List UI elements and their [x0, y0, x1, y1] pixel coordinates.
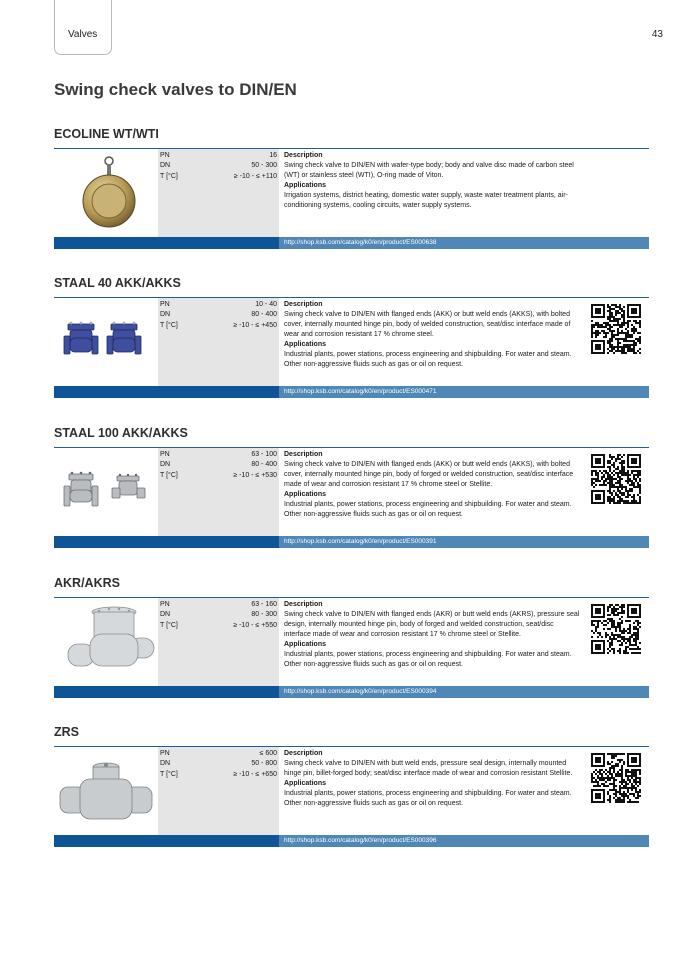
spec-key: PN: [160, 451, 170, 458]
product-description: [284, 300, 582, 370]
spec-key: PN: [160, 301, 170, 308]
spec-key: DN: [160, 760, 171, 768]
spec-table: [158, 598, 279, 686]
spec-row-temp: [158, 172, 279, 182]
description-text: Swing check valve to DIN/EN with flanged ends (AKK) or butt weld ends (AKKS), with bolted cover, internally mounted hinge pin, body of forged or welded construction, seat/disc interface made of wear and corrosion resistant 17 % chrome steel or Stellite.: [284, 461, 574, 488]
spec-row-pn: [158, 749, 279, 759]
spec-table: [158, 747, 279, 835]
spec-row-temp: [158, 770, 279, 780]
description-text: Swing check valve to DIN/EN with flanged ends (AKR) or butt weld ends (AKRS), pressure seal design, internally mounted hinge pin, body of forged and welded construction, seat/disc interface made of wear and corrosion resistant 17 % chrome steel or Stellite.: [284, 611, 580, 638]
section-tab-label: Valves: [68, 29, 98, 40]
spec-table: [158, 448, 279, 536]
spec-value: 63 - 160: [251, 601, 277, 608]
product-link-bar: [54, 835, 649, 847]
page-number: 43: [651, 29, 663, 40]
spec-value: ≤ 600: [259, 750, 277, 757]
product-description: [284, 600, 582, 670]
product-image-pressure-seal-valve: [54, 598, 158, 686]
spec-row-temp: [158, 621, 279, 631]
spec-key: T [°C]: [160, 172, 178, 180]
spec-row-dn: [158, 161, 279, 171]
spec-value: 80 - 400: [251, 311, 277, 319]
product-staal-100: [54, 426, 649, 545]
description-heading: Description: [284, 152, 323, 159]
product-link-bar: [54, 386, 649, 398]
link-bar-dark: [54, 686, 279, 698]
product-link-bar: [54, 686, 649, 698]
spec-value: ≥ -10 - ≤ +650: [233, 770, 277, 778]
spec-value: 16: [269, 152, 277, 159]
spec-key: PN: [160, 601, 170, 608]
spec-value: 63 - 100: [251, 451, 277, 458]
product-link-bar: [54, 237, 649, 249]
spec-key: T [°C]: [160, 471, 178, 479]
spec-row-temp: [158, 471, 279, 481]
applications-heading: Applications: [284, 341, 327, 348]
product-title: STAAL 40 AKK/AKKS: [54, 276, 181, 290]
applications-heading: Applications: [284, 641, 327, 648]
applications-text: Industrial plants, power stations, process engineering and shipbuilding. For water and steam. Other non-aggressive fluids such as gas or oil on request.: [284, 501, 572, 518]
product-image-flanged-valves-steel: [54, 448, 158, 536]
link-bar-dark: [54, 536, 279, 548]
spec-key: DN: [160, 461, 171, 469]
spec-row-pn: [158, 151, 279, 161]
qr-code-icon: [591, 753, 641, 803]
spec-key: DN: [160, 611, 171, 619]
product-ecoline: [54, 127, 649, 246]
spec-key: T [°C]: [160, 321, 178, 329]
spec-row-dn: [158, 610, 279, 620]
applications-heading: Applications: [284, 182, 327, 189]
product-title: AKR/AKRS: [54, 576, 120, 590]
product-description: [284, 749, 582, 809]
spec-key: PN: [160, 152, 170, 159]
description-heading: Description: [284, 301, 323, 308]
product-url-link[interactable]: http://shop.ksb.com/catalog/k0/en/product/ES000394: [284, 688, 437, 695]
spec-value: 80 - 400: [251, 461, 277, 469]
applications-text: Industrial plants, power stations, process engineering and shipbuilding. For water and steam. Other non-aggressive fluids such as gas or oil on request.: [284, 651, 572, 668]
spec-row-dn: [158, 759, 279, 769]
product-description: [284, 450, 582, 520]
product-link-bar: [54, 536, 649, 548]
product-title: STAAL 100 AKK/AKKS: [54, 426, 188, 440]
applications-text: Irrigation systems, district heating, domestic water supply, waste water treatment plants, air-conditioning systems, cooling circuits, water supply systems.: [284, 192, 568, 209]
spec-row-temp: [158, 321, 279, 331]
spec-value: ≥ -10 - ≤ +450: [233, 321, 277, 329]
product-image-wafer-valve: [54, 149, 158, 237]
product-zrs: [54, 725, 649, 844]
applications-heading: Applications: [284, 780, 327, 787]
product-image-flanged-valves-blue: [54, 298, 158, 386]
page-title: Swing check valves to DIN/EN: [54, 80, 297, 99]
spec-table: [158, 149, 279, 237]
qr-code-icon: [591, 454, 641, 504]
qr-code-icon: [591, 304, 641, 354]
applications-heading: Applications: [284, 491, 327, 498]
spec-value: ≥ -10 - ≤ +110: [233, 172, 277, 180]
link-bar-dark: [54, 237, 279, 249]
spec-key: T [°C]: [160, 621, 178, 629]
applications-text: Industrial plants, power stations, process engineering and shipbuilding. For water and steam. Other non-aggressive fluids such as gas or oil on request.: [284, 351, 572, 368]
spec-key: T [°C]: [160, 770, 178, 778]
description-heading: Description: [284, 601, 323, 608]
spec-value: 50 - 300: [251, 162, 277, 170]
spec-value: 50 - 800: [251, 760, 277, 768]
spec-row-pn: [158, 600, 279, 610]
link-bar-dark: [54, 835, 279, 847]
spec-key: DN: [160, 311, 171, 319]
spec-value: 10 - 40: [255, 301, 277, 308]
product-akr: [54, 576, 649, 695]
description-heading: Description: [284, 451, 323, 458]
applications-text: Industrial plants, power stations, process engineering and shipbuilding. For water and steam. Other non-aggressive fluids such as gas or oil on request.: [284, 790, 572, 807]
qr-code-icon: [591, 604, 641, 654]
product-url-link[interactable]: http://shop.ksb.com/catalog/k0/en/product/ES000396: [284, 837, 437, 844]
spec-row-dn: [158, 460, 279, 470]
spec-value: 80 - 300: [251, 611, 277, 619]
spec-row-dn: [158, 310, 279, 320]
product-title: ECOLINE WT/WTI: [54, 127, 159, 141]
description-text: Swing check valve to DIN/EN with flanged ends (AKK) or butt weld ends (AKKS), with bolted cover, internally mounted hinge pin, body of welded construction, seat/disc interface made of wear and corrosion resistant 17 % chrome steel.: [284, 311, 571, 338]
product-image-forged-valve: [54, 747, 158, 835]
product-description: [284, 151, 582, 211]
product-url-link[interactable]: http://shop.ksb.com/catalog/k0/en/product/ES000391: [284, 538, 437, 545]
description-heading: Description: [284, 750, 323, 757]
product-staal-40: [54, 276, 649, 395]
spec-value: ≥ -10 - ≤ +550: [233, 621, 277, 629]
spec-row-pn: [158, 300, 279, 310]
spec-key: DN: [160, 162, 171, 170]
product-url-link[interactable]: http://shop.ksb.com/catalog/k0/en/product/ES000638: [284, 239, 437, 246]
spec-key: PN: [160, 750, 170, 757]
spec-table: [158, 298, 279, 386]
product-title: ZRS: [54, 725, 79, 739]
description-text: Swing check valve to DIN/EN with butt weld ends, pressure seal design, internally mounted hinge pin, billet-forged body; seat/disc interface made of wear and corrosion resistant Stellite.: [284, 760, 573, 777]
description-text: Swing check valve to DIN/EN with wafer-type body; body and valve disc made of carbon steel (WT) or stainless steel (WTI), O-ring made of Viton.: [284, 162, 574, 179]
link-bar-dark: [54, 386, 279, 398]
spec-row-pn: [158, 450, 279, 460]
section-tab: [54, 0, 112, 55]
product-url-link[interactable]: http://shop.ksb.com/catalog/k0/en/product/ES000471: [284, 388, 437, 395]
spec-value: ≥ -10 - ≤ +530: [233, 471, 277, 479]
